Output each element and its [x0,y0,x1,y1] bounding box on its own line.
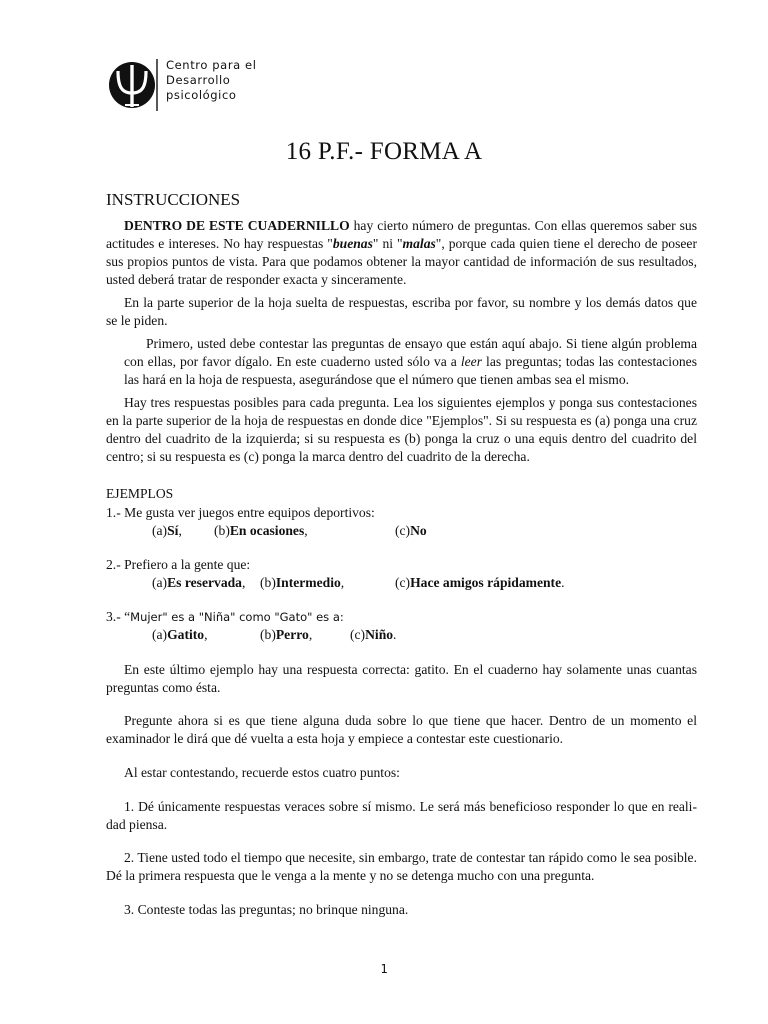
examples-label: EJEMPLOS [106,486,174,501]
example-question-1: 1.- Me gusta ver juegos entre equipos deportivos: [106,505,375,520]
paragraph-first [124,335,697,389]
point-1: 1. Dé únicamente respuestas veraces sobre sí mismo. Le será más beneficioso responder lo que en reali-dad piensa. [106,799,697,832]
option-a: (a)Gatito, [152,627,208,642]
word-malas: malas [402,236,436,251]
example-options-3 [152,627,712,645]
logo-line-2: Desarrollo [166,73,231,87]
point-2: 2. Tiene usted todo el tiempo que necesite, sin embargo, trate de contestar tan rápido como le sea posible. Dé la primera respuesta que le venga a la mente y no se detenga mucho con una pregunta. [106,850,697,883]
paragraph-first-text-b: las preguntas; todas las contestaciones las hará en la hoja de respuesta, asegurándose que el número que tienen ambas sea el mismo. [124,354,698,387]
center-logo [108,57,268,113]
example-options-2 [152,575,712,593]
paragraph-intro [106,217,697,289]
psi-symbol-icon [108,57,160,113]
paragraph-intro-text-a: hay cierto número de preguntas. Con ellas queremos saber sus actitudes e intereses. No hay respuestas " [106,218,697,251]
word-buenas: buenas [332,236,373,251]
document-title: 16 P.F.- FORMA A [285,138,483,165]
paragraph-three-answers: Hay tres respuestas posibles para cada pregunta. Lea los siguientes ejemplos y ponga sus contestaciones en la parte superior de la hoja de respuestas en donde dice "Ejemplos". Si su respuesta es (a) ponga una cruz dentro del cuadrito de la izquierda; si su respuesta es (b) ponga la cruz o una equis dentro del cuadrito del centro; si su respuesta es (c) ponga la marca dentro del cuadrito de la derecha. [106,395,697,464]
example-question-3: 3.- “Mujer" es a "Niña" como "Gato" es a: [106,609,344,624]
paragraph-answer-sheet: En la parte superior de la hoja suelta de respuestas, escriba por favor, su nombre y los demás datos que se le piden. [106,295,697,328]
option-b: (b)Intermedio, [260,575,345,590]
paragraph-intro-lead: DENTRO DE ESTE CUADERNILLO [124,218,350,233]
option-c: (c)No [395,523,427,538]
example-options-1 [152,523,712,541]
page-number: 1 [380,962,388,976]
word-leer: leer [460,354,483,369]
option-a: (a)Sí, [152,523,182,538]
paragraph-four-points: Al estar contestando, recuerde estos cuatro puntos: [124,765,400,780]
paragraph-intro-text-b: " ni " [372,236,403,251]
option-b: (b)Perro, [260,627,313,642]
example-question-2: 2.- Prefiero a la gente que: [106,557,251,572]
logo-line-1: Centro para el [166,58,257,72]
logo-line-3: psicológico [166,88,237,102]
paragraph-first-text-a: Primero, usted debe contestar las preguntas de ensayo que están aquí abajo. Si tiene algún problema con ellas, por favor dígalo. En este cuaderno usted sólo va a [124,336,697,369]
option-c: (c)Hace amigos rápidamente. [395,575,565,590]
option-b: (b)En ocasiones, [214,523,308,538]
paragraph-intro-text-c: ", porque cada quien tiene el derecho de poseer sus propios puntos de vista. Para que podamos obtener la mayor cantidad de información de sus resultados, usted deberá tratar de responder exacta y sinceramente. [106,236,697,287]
paragraph-last-example: En este último ejemplo hay una respuesta correcta: gatito. En el cuaderno hay solamente unas cuantas preguntas como ésta. [106,662,697,695]
instructions-heading: INSTRUCCIONES [106,190,241,209]
option-c: (c)Niño. [350,627,397,642]
option-a: (a)Es reservada, [152,575,246,590]
point-3: 3. Conteste todas las preguntas; no brinque ninguna. [124,902,409,917]
paragraph-ask-now: Pregunte ahora si es que tiene alguna duda sobre lo que tiene que hacer. Dentro de un momento el examinador le dirá que dé vuelta a esta hoja y empiece a contestar este cuestionario. [106,713,697,746]
